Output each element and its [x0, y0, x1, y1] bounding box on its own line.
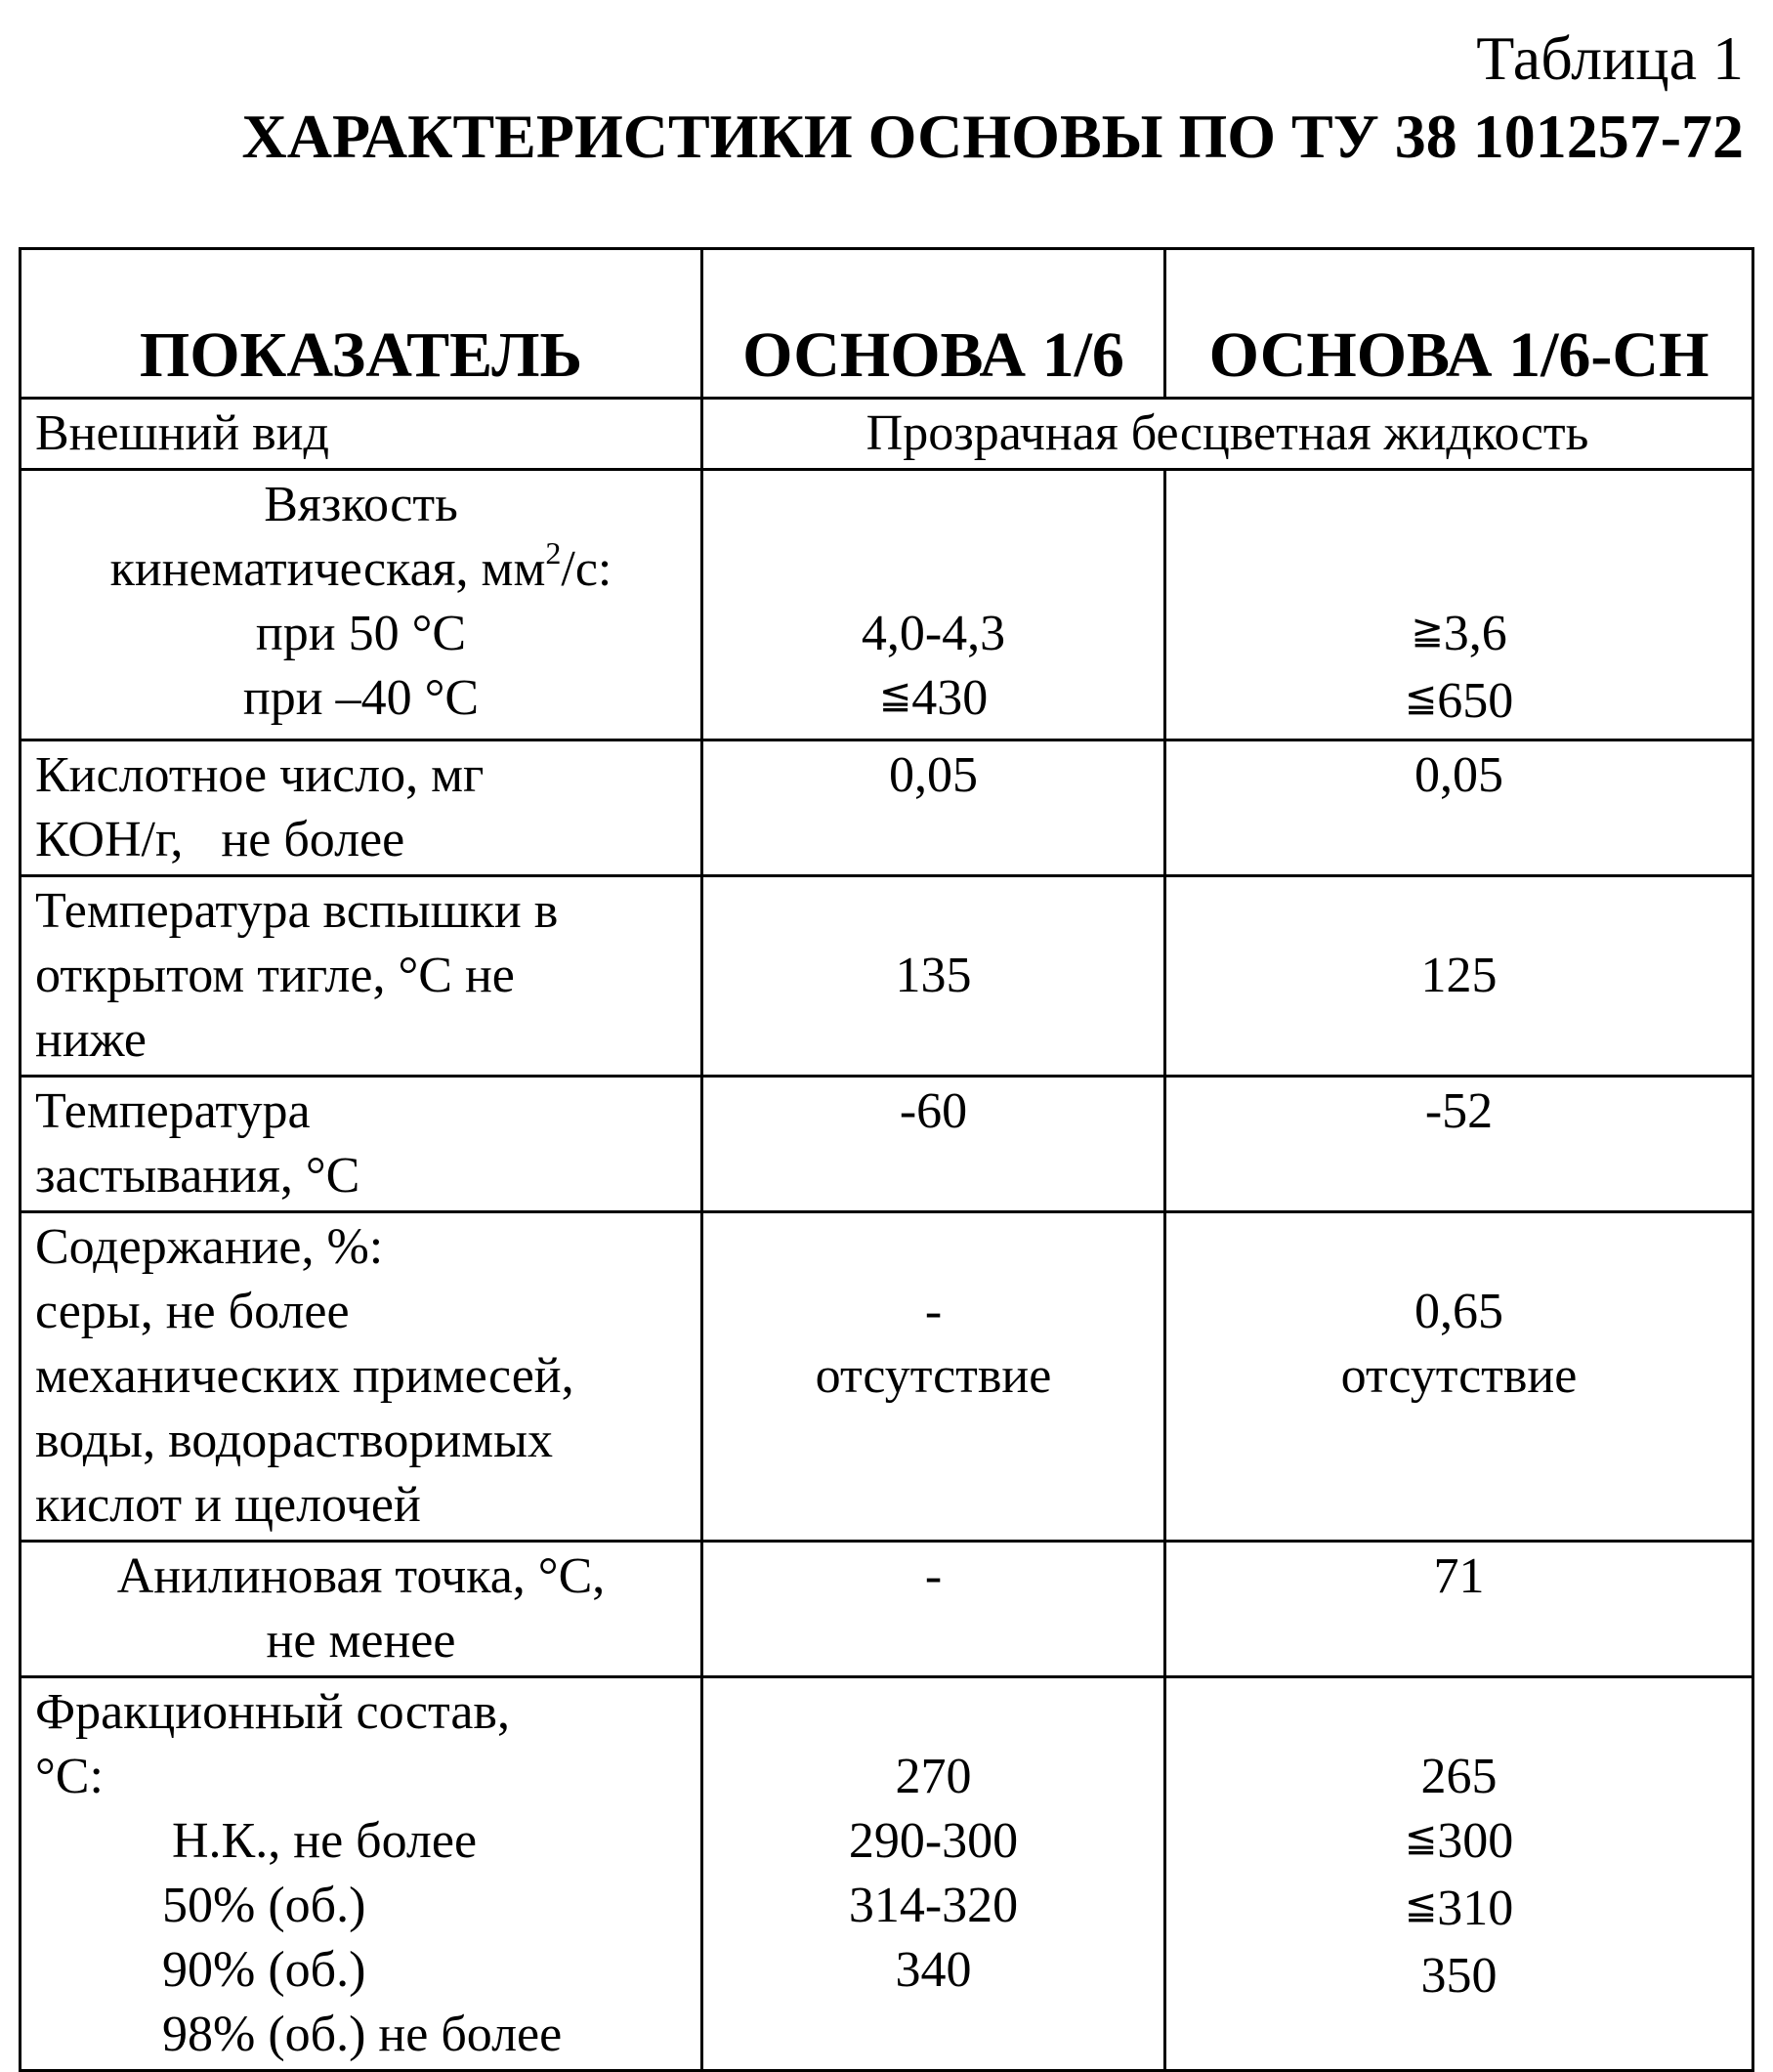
header-base-1-6-sn: ОСНОВА 1/6-СН — [1165, 249, 1753, 399]
acid-sn: 0,05 — [1165, 740, 1753, 876]
fraction-sn-98: 350 — [1420, 1948, 1498, 2004]
header-base-1-6: ОСНОВА 1/6 — [702, 249, 1165, 399]
fraction-base-98: 340 — [895, 1942, 972, 1998]
flash-sn: 125 — [1165, 876, 1753, 1077]
aniline-base: - — [702, 1542, 1165, 1677]
pour-sn: -52 — [1165, 1077, 1753, 1212]
content-base — [702, 1212, 1165, 1542]
viscosity-label-minus40: при –40 °С — [242, 670, 480, 726]
content-base-sulfur: - — [924, 1284, 943, 1339]
characteristics-table — [19, 247, 1754, 2072]
fraction-sn — [1165, 1677, 1753, 2071]
content-sn — [1165, 1212, 1753, 1542]
viscosity-label-50: при 50 °С — [255, 606, 467, 661]
pour-label: Температура застывания, °С — [21, 1077, 702, 1212]
content-sn-sulfur: 0,65 — [1414, 1284, 1503, 1339]
viscosity-base-minus40: ≦430 — [878, 670, 989, 726]
fraction-base — [702, 1677, 1165, 2071]
viscosity-sn-50: ≧3,6 — [1411, 606, 1507, 661]
fraction-base-nk: 270 — [895, 1749, 972, 1804]
viscosity-base — [702, 470, 1165, 740]
table-header-row — [21, 249, 1753, 399]
flash-base: 135 — [702, 876, 1165, 1077]
content-label: Содержание, %: серы, не более механических примесей, воды, водорастворимых кислот и щелочей — [21, 1212, 702, 1542]
table-row — [21, 1542, 1753, 1677]
flash-label: Температура вспышки в открытом тигле, °С не ниже — [21, 876, 702, 1077]
aniline-label: Анилиновая точка, °С, не менее — [21, 1542, 702, 1677]
table-row — [21, 470, 1753, 740]
fraction-label: Фракционный состав, °С: Н.К., не более 50% (об.) 90% (об.) 98% (об.) не более — [21, 1677, 702, 2071]
appearance-label: Внешний вид — [21, 399, 702, 470]
content-base-other: отсутствие — [815, 1348, 1052, 1404]
acid-label: Кислотное число, мг КОН/г, не более — [21, 740, 702, 876]
table-row — [21, 876, 1753, 1077]
fraction-base-50: 290-300 — [848, 1813, 1019, 1869]
viscosity-label — [21, 470, 702, 740]
fraction-base-90: 314-320 — [848, 1878, 1019, 1933]
table-row — [21, 1077, 1753, 1212]
table-row — [21, 740, 1753, 876]
fraction-sn-nk: 265 — [1420, 1749, 1498, 1804]
table-row — [21, 1677, 1753, 2071]
viscosity-base-50: 4,0-4,3 — [861, 606, 1006, 661]
table-row — [21, 399, 1753, 470]
table-number: Таблица 1 — [1476, 23, 1744, 93]
viscosity-label-line1: Вязкость — [264, 477, 458, 532]
fraction-sn-50: ≦300 — [1404, 1813, 1514, 1869]
header-indicator: ПОКАЗАТЕЛЬ — [21, 249, 702, 399]
aniline-sn: 71 — [1165, 1542, 1753, 1677]
pour-base: -60 — [702, 1077, 1165, 1212]
acid-base: 0,05 — [702, 740, 1165, 876]
content-sn-other: отсутствие — [1340, 1348, 1578, 1404]
fraction-sn-90: ≦310 — [1404, 1881, 1514, 1936]
table-row — [21, 1212, 1753, 1542]
viscosity-sn — [1165, 470, 1753, 740]
viscosity-sn-minus40: ≦650 — [1404, 673, 1514, 729]
appearance-value: Прозрачная бесцветная жидкость — [702, 399, 1753, 470]
viscosity-label-line2: кинематическая, $мм^2/с$: — [109, 535, 612, 597]
page-title: ХАРАКТЕРИСТИКИ ОСНОВЫ ПО ТУ 38 101257-72 — [241, 102, 1744, 171]
